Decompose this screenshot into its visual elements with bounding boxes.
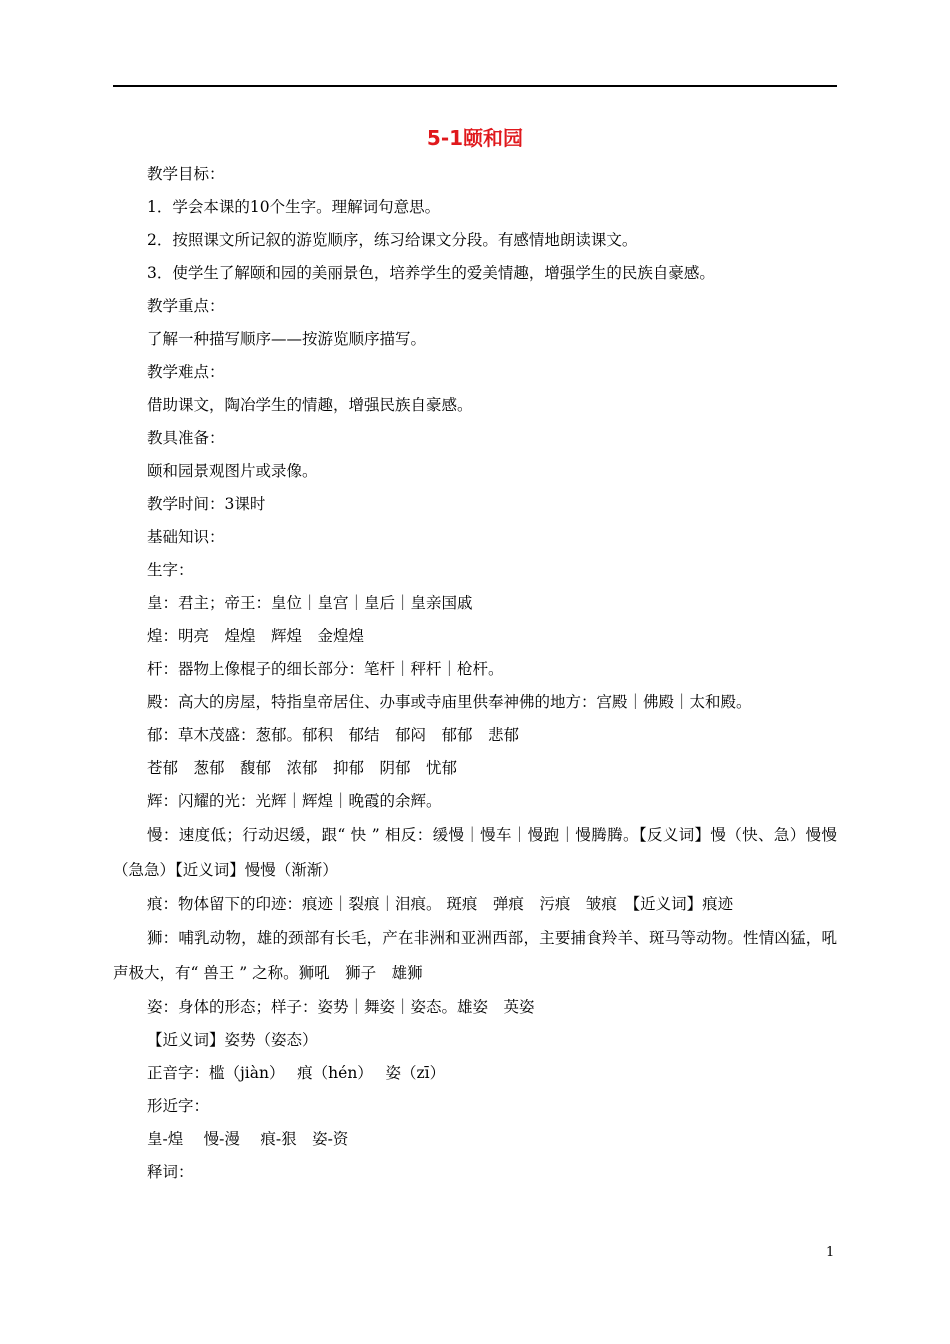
text-line: 教具准备：	[147, 429, 225, 447]
text-line: 基础知识：	[147, 528, 225, 546]
text-line: 1．学会本课的10个生字。理解词句意思。	[147, 198, 441, 216]
page-number: 1	[826, 1245, 835, 1260]
text-line: 【近义词】姿势（姿态）	[147, 1031, 318, 1049]
text-line: 释词：	[147, 1163, 194, 1181]
text-line: 痕：物体留下的印迹：痕迹｜裂痕｜泪痕。 斑痕 弹痕 污痕 皱痕 【近义词】痕迹	[147, 895, 734, 913]
text-line: 姿：身体的形态；样子：姿势｜舞姿｜姿态。雄姿 英姿	[147, 998, 535, 1016]
text-line: 教学难点：	[147, 363, 225, 381]
text-line: 了解一种描写顺序——按游览顺序描写。	[147, 330, 427, 348]
page-title: 5-1颐和园	[426, 126, 524, 150]
text-line: 2．按照课文所记叙的游览顺序，练习给课文分段。有感情地朗读课文。	[147, 231, 638, 249]
text-line: 教学目标：	[147, 165, 225, 183]
text-line: 殿：高大的房屋，特指皇帝居住、办事或寺庙里供奉神佛的地方：宫殿｜佛殿｜太和殿。	[147, 693, 752, 711]
text-line: 教学重点：	[147, 297, 225, 315]
text-line: 颐和园景观图片或录像。	[147, 462, 318, 480]
text-line: 郁：草木茂盛：葱郁。郁积 郁结 郁闷 郁郁 悲郁	[147, 726, 520, 744]
text-line: 正音字：槛（jiàn） 痕（hén） 姿（zī）	[147, 1064, 446, 1082]
text-line: 辉：闪耀的光：光辉｜辉煌｜晚霞的余辉。	[147, 792, 442, 810]
header-rule	[113, 85, 837, 87]
document-body	[113, 158, 837, 1189]
text-line: 生字：	[147, 561, 194, 579]
text-line: 皇：君主；帝王：皇位｜皇宫｜皇后｜皇亲国戚	[147, 594, 473, 612]
text-line: 借助课文，陶冶学生的情趣，增强民族自豪感。	[147, 396, 473, 414]
paragraph-shi: 狮：哺乳动物，雄的颈部有长毛，产在非洲和亚洲西部，主要捕食羚羊、斑马等动物。性情凶猛，吼声极大，有“ 兽王 ” 之称。狮吼 狮子 雄狮	[113, 929, 837, 982]
text-line: 杆：器物上像棍子的细长部分：笔杆｜秤杆｜枪杆。	[147, 660, 504, 678]
text-line: 煌：明亮 煌煌 辉煌 金煌煌	[147, 627, 365, 645]
text-line: 教学时间：3课时	[147, 495, 266, 513]
text-line: 苍郁 葱郁 馥郁 浓郁 抑郁 阴郁 忧郁	[147, 759, 458, 777]
text-line: 皇-煌 慢-漫 痕-狠 姿-资	[147, 1130, 349, 1148]
paragraph-man: 慢：速度低；行动迟缓，跟“ 快 ” 相反：缓慢｜慢车｜慢跑｜慢腾腾。【反义词】慢（快、急）慢慢（急急）【近义词】慢慢（渐渐）	[113, 826, 837, 879]
text-line: 形近字：	[147, 1097, 210, 1115]
text-line: 3．使学生了解颐和园的美丽景色，培养学生的爱美情趣，增强学生的民族自豪感。	[147, 264, 715, 282]
